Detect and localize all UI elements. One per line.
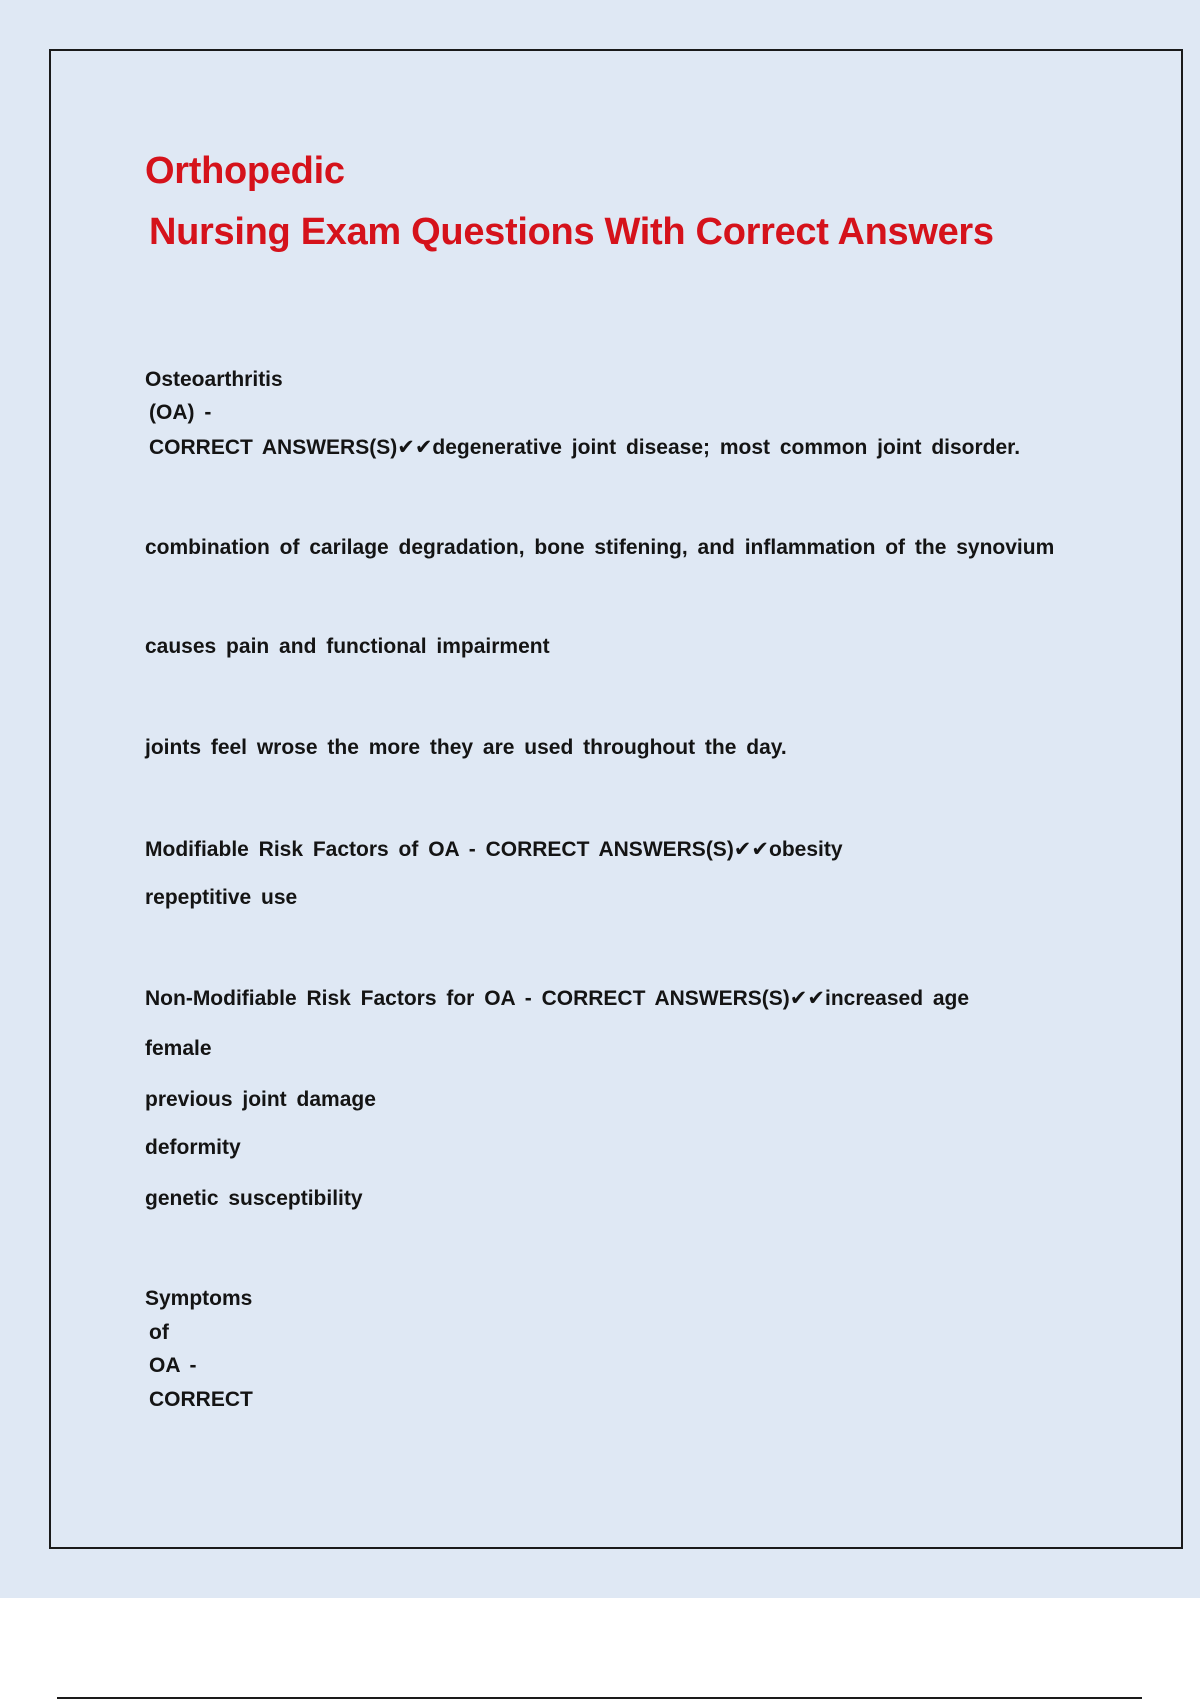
document-title-line1: Orthopedic [145,150,345,192]
document-title-line2: Nursing Exam Questions With Correct Answers [149,211,994,253]
non-modifiable-item: genetic susceptibility [145,1187,363,1210]
oa-abbr: (OA) - [149,401,212,424]
oa-term: Osteoarthritis [145,368,283,391]
non-modifiable-risk-factors: Non-Modifiable Risk Factors for OA - CORRECT ANSWERS(S)✔✔increased age [145,987,970,1010]
oa-detail-1: combination of carilage degradation, bone stifening, and inflammation of the synovium [145,536,1055,559]
modifiable-risk-item: repeptitive use [145,886,298,909]
footer-rule [57,1697,1142,1699]
non-modifiable-item: previous joint damage [145,1088,376,1111]
oa-detail-2: causes pain and functional impairment [145,635,550,658]
oa-answer: CORRECT ANSWERS(S)✔✔degenerative joint disease; most common joint disorder. [149,436,1021,459]
oa-detail-3: joints feel wrose the more they are used throughout the day. [145,736,787,759]
non-modifiable-item: deformity [145,1136,241,1159]
symptoms-term: Symptoms [145,1287,253,1310]
modifiable-risk-factors: Modifiable Risk Factors of OA - CORRECT ANSWERS(S)✔✔obesity [145,838,843,861]
symptoms-line: of [149,1321,169,1344]
non-modifiable-item: female [145,1037,212,1060]
symptoms-line: OA - [149,1354,197,1377]
page-border-frame [49,49,1183,1549]
symptoms-line: CORRECT [149,1388,253,1411]
